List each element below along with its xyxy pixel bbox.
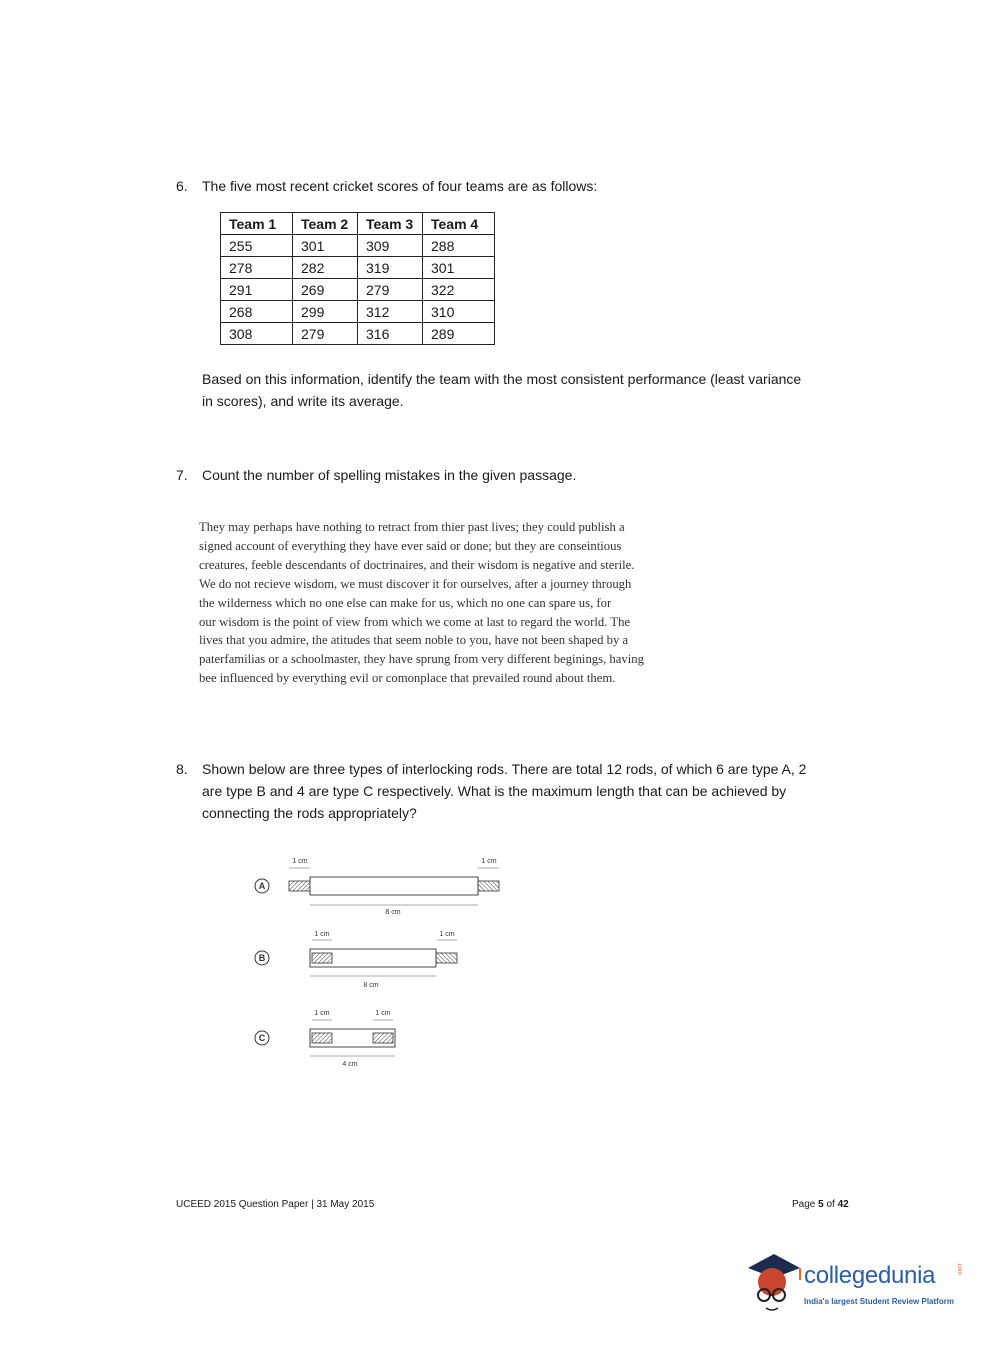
passage-line: our wisdom is the point of view from which we come at last to regard the world. The	[199, 614, 631, 629]
mascot-icon	[742, 1248, 802, 1318]
dimension-label: 1 cm	[439, 931, 455, 938]
rod-c	[255, 1010, 395, 1068]
question-number: 7.	[176, 467, 188, 483]
question-text: Count the number of spelling mistakes in the given passage.	[202, 467, 577, 483]
rod-label: C	[258, 1033, 266, 1043]
column-header: Team 4	[423, 213, 495, 235]
logo-tagline: India's largest Student Review Platform	[804, 1297, 954, 1306]
logo-wordmark: collegedunia	[804, 1262, 936, 1289]
column-header: Team 1	[221, 213, 293, 235]
rod-end-right	[436, 953, 457, 963]
passage-line: lives that you admire, the atitudes that seem noble to you, have not been shaped by a	[199, 633, 629, 648]
table-row	[221, 257, 495, 279]
page-prefix: Page	[792, 1199, 819, 1210]
table-cell: 279	[293, 323, 358, 345]
table-cell: 308	[221, 323, 293, 345]
dimension-label: 1 cm	[314, 1010, 330, 1017]
table-cell: 309	[358, 235, 423, 257]
table-cell: 316	[358, 323, 423, 345]
table-cell: 310	[423, 301, 495, 323]
page-mid: of	[823, 1199, 838, 1210]
passage-line: signed account of everything they have ever said or done; but they are conseintious	[199, 538, 622, 553]
table-cell: 268	[221, 301, 293, 323]
passage-line: bee influenced by everything evil or comonplace that prevailed round about them.	[199, 671, 616, 686]
table-cell: 322	[423, 279, 495, 301]
table-cell: 301	[293, 235, 358, 257]
rod-end-left	[289, 881, 310, 891]
rod-b	[255, 931, 457, 989]
footer-title: UCEED 2015 Question Paper | 31 May 2015	[176, 1199, 375, 1210]
table-cell: 278	[221, 257, 293, 279]
table-row	[221, 323, 495, 345]
rod-label: A	[258, 881, 266, 891]
table-row	[221, 301, 495, 323]
table-cell: 288	[423, 235, 495, 257]
table-cell: 291	[221, 279, 293, 301]
column-header: Team 3	[358, 213, 423, 235]
page-current: 5	[818, 1199, 824, 1210]
passage-line: paterfamilias or a schoolmaster, they have sprung from very different beginings, having	[199, 652, 644, 667]
page-indicator	[792, 1199, 849, 1210]
dimension-label: 1 cm	[375, 1010, 391, 1017]
passage-line: They may perhaps have nothing to retract from thier past lives; they could publish a	[199, 520, 625, 534]
logo-suffix: .com	[956, 1262, 962, 1276]
question-number: 8.	[176, 761, 188, 777]
question-6-followup: Based on this information, identify the team with the most consistent performance (least variance in scores), and write its average.	[202, 371, 802, 409]
rod-end-right	[478, 881, 499, 891]
rods-diagram	[240, 850, 520, 1080]
dimension-label: 1 cm	[481, 858, 497, 865]
table-cell: 282	[293, 257, 358, 279]
spelling-passage	[199, 518, 699, 688]
passage-line: We do not recieve wisdom, we must discover it for ourselves, after a journey through	[199, 576, 632, 591]
rod-socket-left	[312, 953, 332, 963]
question-text: The five most recent cricket scores of four teams are as follows:	[202, 178, 598, 194]
dimension-label: 1 cm	[292, 858, 308, 865]
table-cell: 289	[423, 323, 495, 345]
question-text: Shown below are three types of interlocking rods. There are total 12 rods, of which 6 are type A, 2 are type B and 4 are type C respectively. What is the maximum length that can be achieved by connecting the rods appropriately?	[202, 761, 807, 821]
table-cell: 301	[423, 257, 495, 279]
question-number: 6.	[176, 178, 188, 194]
passage-line: creatures, feeble descendants of doctrinaires, and their wisdom is negative and sterile.	[199, 557, 635, 572]
column-header: Team 2	[293, 213, 358, 235]
table-cell: 255	[221, 235, 293, 257]
table-cell: 279	[358, 279, 423, 301]
table-cell: 319	[358, 257, 423, 279]
dimension-label: 8 cm	[363, 982, 379, 989]
dimension-label: 8 cm	[385, 909, 401, 916]
page-total: 42	[837, 1199, 849, 1210]
table-cell: 269	[293, 279, 358, 301]
rod-label: B	[258, 953, 266, 963]
table-header-row	[221, 213, 495, 235]
dimension-label: 1 cm	[314, 931, 330, 938]
dimension-label: 4 cm	[342, 1061, 358, 1068]
rod-body	[310, 877, 478, 895]
scores-table	[220, 212, 495, 345]
rod-socket-left	[312, 1033, 332, 1043]
collegedunia-logo[interactable]	[742, 1248, 972, 1318]
table-row	[221, 235, 495, 257]
rod-a	[255, 858, 499, 916]
table-cell: 312	[358, 301, 423, 323]
table-cell: 299	[293, 301, 358, 323]
passage-line: the wilderness which no one else can make for us, which no one can spare us, for	[199, 595, 612, 610]
rod-socket-right	[373, 1033, 393, 1043]
table-row	[221, 279, 495, 301]
